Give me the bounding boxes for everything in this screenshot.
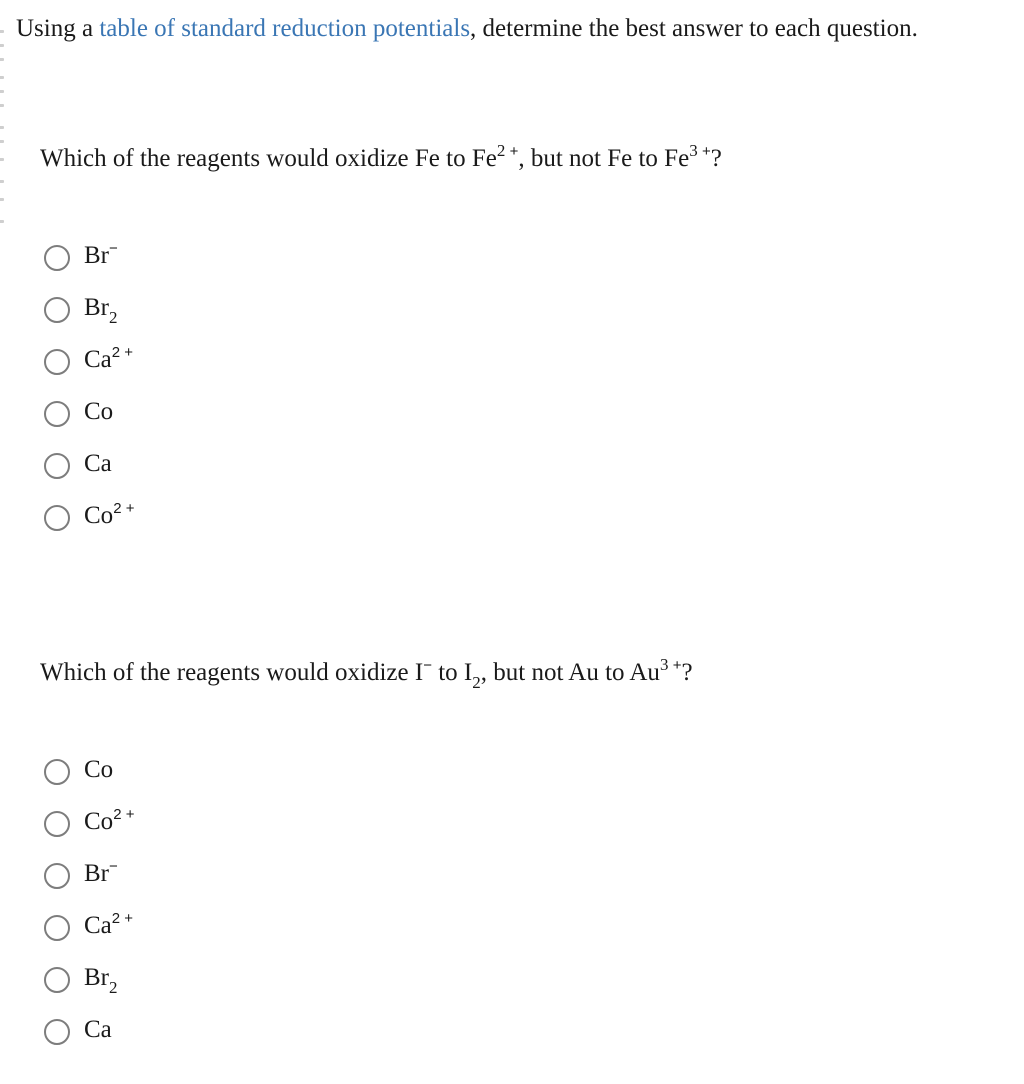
option-base: Br [84,294,109,321]
option-base: Br [84,860,109,887]
option-label [84,755,113,785]
radio-button[interactable] [44,349,70,375]
option-base: Co [84,502,114,529]
question-1-prompt [40,142,722,176]
q1-charge-1 [497,141,519,160]
instructions-suffix: , determine the best answer to each question. [470,15,918,42]
q1-option-6[interactable] [40,492,134,544]
q2-option-2[interactable] [40,798,134,850]
q1-charge-a: + [509,143,519,160]
radio-button[interactable] [44,453,70,479]
option-label [84,501,134,531]
radio-button[interactable] [44,915,70,941]
q1-charge-b: + [701,143,711,160]
option-base: Ca [84,346,112,373]
q2-sup-c: 3 [659,655,669,674]
q2-option-4[interactable] [40,902,134,954]
option-subscript: 2 [109,308,118,327]
q2-sub-b: 2 [472,673,481,692]
option-label [84,293,118,327]
instructions-prefix: Using a [16,15,100,42]
q2-text-d: ? [681,659,693,686]
option-superscript: 2 + [113,500,135,517]
radio-button[interactable] [44,967,70,993]
option-label [84,963,118,997]
radio-button[interactable] [44,1019,70,1045]
option-label [84,859,118,889]
q1-sup-b: 3 [689,141,698,160]
radio-button[interactable] [44,811,70,837]
option-base: Br [84,242,109,269]
radio-button[interactable] [44,505,70,531]
option-label [84,449,112,479]
option-base: Br [84,964,109,991]
option-label [84,241,118,271]
q2-charge-c: + [672,657,682,674]
q2-option-6[interactable] [40,1006,134,1058]
question-2-options [40,746,134,1058]
radio-button[interactable] [44,297,70,323]
instructions-text [16,12,918,46]
q1-option-5[interactable] [40,440,134,492]
q2-text-b: to I [431,659,473,686]
q2-option-5[interactable] [40,954,134,1006]
option-superscript: 2 + [111,910,134,927]
option-label [84,807,134,837]
radio-button[interactable] [44,863,70,889]
option-superscript: 2 + [113,806,135,823]
q1-text-b: , but not Fe to Fe [518,145,690,172]
option-base: Co [84,808,114,835]
q1-option-2[interactable] [40,284,134,336]
left-edge-watermark [0,30,6,230]
q1-sup-a: 2 [496,141,506,160]
radio-button[interactable] [44,245,70,271]
option-label [84,397,113,427]
q2-text-c: , but not Au to Au [480,659,660,686]
q2-option-1[interactable] [40,746,134,798]
option-superscript: − [109,858,118,875]
q1-text-a: Which of the reagents would oxidize Fe to Fe [40,145,497,172]
q2-sup-a: − [423,657,432,674]
q1-option-4[interactable] [40,388,134,440]
option-label [84,345,133,375]
option-superscript: 2 + [111,344,134,361]
q1-option-1[interactable] [40,232,134,284]
option-base: Ca [84,450,112,477]
option-base: Co [84,756,114,783]
q2-text-a: Which of the reagents would oxidize I [40,659,424,686]
q1-text-c: ? [710,145,722,172]
option-label [84,911,133,941]
option-base: Ca [84,912,112,939]
reduction-potentials-table-link[interactable]: table of standard reduction potentials [99,15,471,42]
q1-charge-2 [689,141,711,160]
option-label [84,1015,112,1045]
option-superscript: − [109,240,118,257]
q1-option-3[interactable] [40,336,134,388]
question-2-prompt [40,656,693,690]
q2-option-3[interactable] [40,850,134,902]
question-1-options [40,232,134,544]
option-subscript: 2 [109,978,118,997]
radio-button[interactable] [44,401,70,427]
radio-button[interactable] [44,759,70,785]
q2-charge-1 [660,655,682,674]
option-base: Co [84,398,114,425]
option-base: Ca [84,1016,112,1043]
